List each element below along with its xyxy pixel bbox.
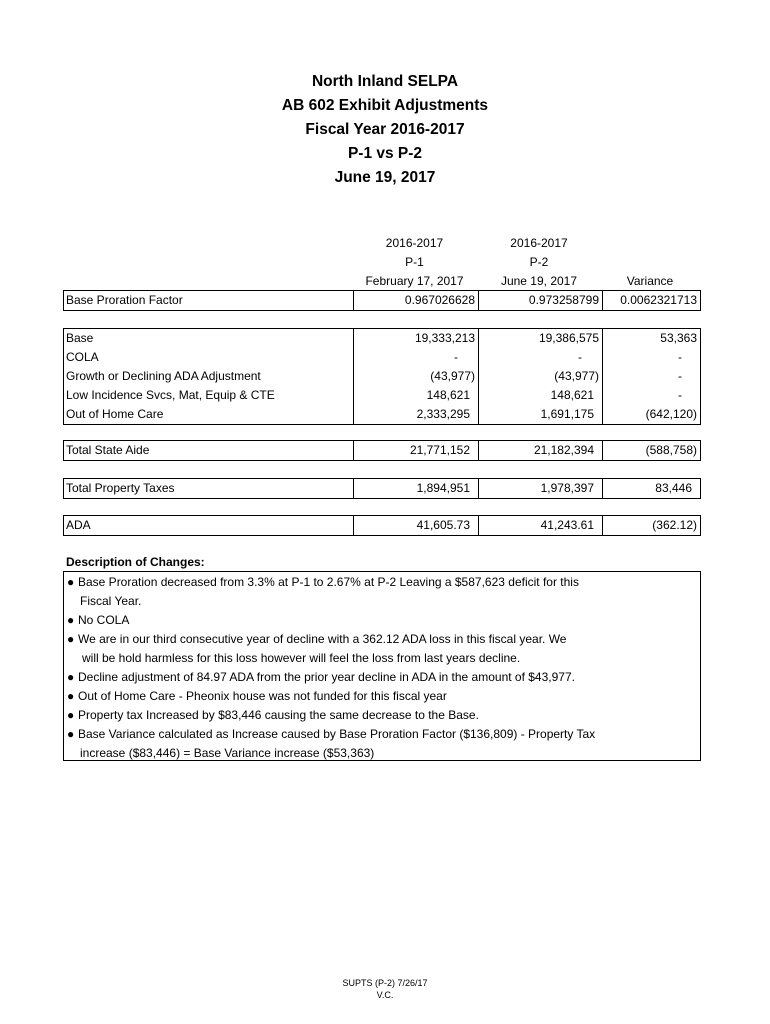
column-header-p1: [352, 234, 477, 291]
row-label: Low Incidence Svcs, Mat, Equip & CTE: [66, 388, 275, 402]
variance-value: 0.0062321713: [602, 291, 700, 310]
list-item: [64, 668, 700, 687]
row-label: Base: [66, 331, 94, 345]
p1-value: 0.967026628: [353, 291, 478, 310]
table-row: [64, 367, 700, 386]
p1-value: (43,977): [353, 367, 478, 386]
title-line-comparison: P-1 vs P-2: [347, 145, 423, 162]
description-text-continued: will be hold harmless for this loss however will feel the loss from last years decline.: [82, 651, 521, 665]
p1-value: 21,771,152: [353, 441, 478, 460]
p1-year: 2016-2017: [385, 236, 444, 250]
table-row: [64, 479, 700, 498]
p2-value: (43,977): [478, 367, 602, 386]
table-row: [64, 405, 700, 424]
row-label: Growth or Declining ADA Adjustment: [66, 369, 261, 383]
base-table: [63, 328, 701, 425]
proration-table: [63, 290, 701, 311]
row-label: Base Proration Factor: [66, 293, 183, 307]
list-item: [64, 573, 700, 611]
list-item: [64, 630, 700, 668]
description-text: Out of Home Care - Pheonix house was not funded for this fiscal year: [78, 689, 447, 703]
p1-value: 1,894,951: [353, 479, 478, 498]
total-state-aide-table: [63, 440, 701, 461]
p2-value: 21,182,394: [478, 441, 602, 460]
p2-value: -: [478, 348, 602, 367]
description-text: Property tax Increased by $83,446 causing the same decrease to the Base.: [78, 708, 479, 722]
bullet-icon: ●: [67, 727, 75, 741]
description-title: Description of Changes:: [66, 555, 205, 569]
title-line-fiscal-year: Fiscal Year 2016-2017: [305, 121, 465, 138]
page-footer: [0, 977, 770, 1001]
title-line-date: June 19, 2017: [334, 169, 436, 186]
column-header-p2: [477, 234, 601, 291]
variance-label: Variance: [626, 274, 674, 288]
p2-value: 1,978,397: [478, 479, 602, 498]
row-label: COLA: [66, 350, 99, 364]
row-label: Total Property Taxes: [66, 481, 175, 495]
description-text: Decline adjustment of 84.97 ADA from the prior year decline in ADA in the amount of $43,977.: [78, 670, 575, 684]
footer-reference: SUPTS (P-2) 7/26/17: [342, 978, 428, 988]
description-text: We are in our third consecutive year of decline with a 362.12 ADA loss in this fiscal year. We: [78, 632, 567, 646]
variance-value: (362.12): [602, 516, 700, 535]
p2-period: P-2: [529, 255, 549, 269]
variance-value: (588,758): [602, 441, 700, 460]
row-label: Out of Home Care: [66, 407, 164, 421]
p1-value: 19,333,213: [353, 329, 478, 348]
total-property-taxes-table: [63, 478, 701, 499]
table-row: [64, 516, 700, 535]
bullet-icon: ●: [67, 708, 75, 722]
bullet-icon: ●: [67, 689, 75, 703]
ada-table: [63, 515, 701, 536]
p2-value: 41,243.61: [478, 516, 602, 535]
row-label: ADA: [66, 518, 91, 532]
title-line-exhibit: AB 602 Exhibit Adjustments: [281, 97, 489, 114]
table-row: [64, 441, 700, 460]
description-text-continued: increase ($83,446) = Base Variance increase ($53,363): [80, 746, 375, 760]
bullet-icon: ●: [67, 613, 75, 627]
variance-value: 53,363: [602, 329, 700, 348]
table-row: [64, 329, 700, 348]
footer-initials: V.C.: [376, 990, 394, 1000]
p2-value: 0.973258799: [478, 291, 602, 310]
document-title: [0, 70, 770, 190]
variance-value: (642,120): [602, 405, 700, 424]
p2-value: 19,386,575: [478, 329, 602, 348]
p2-value: 148,621: [478, 386, 602, 405]
column-header-variance: [601, 234, 699, 291]
description-box: [63, 571, 701, 761]
p2-year: 2016-2017: [510, 236, 568, 250]
list-item: [64, 611, 700, 630]
table-row: [64, 386, 700, 405]
bullet-icon: ●: [67, 670, 75, 684]
description-text: No COLA: [78, 613, 130, 627]
p1-value: 148,621: [353, 386, 478, 405]
p2-date: June 19, 2017: [500, 274, 578, 288]
p1-value: 2,333,295: [353, 405, 478, 424]
variance-value: -: [602, 386, 700, 405]
variance-value: 83,446: [602, 479, 700, 498]
p1-date: February 17, 2017: [365, 274, 464, 288]
p1-value: -: [353, 348, 478, 367]
description-text: Base Proration decreased from 3.3% at P-1 to 2.67% at P-2 Leaving a $587,623 deficit for this: [78, 575, 579, 589]
variance-value: -: [602, 348, 700, 367]
variance-value: -: [602, 367, 700, 386]
bullet-icon: ●: [67, 632, 75, 646]
p2-value: 1,691,175: [478, 405, 602, 424]
bullet-icon: ●: [67, 575, 75, 589]
table-row: [64, 291, 700, 310]
title-line-organization: North Inland SELPA: [311, 73, 459, 90]
p1-value: 41,605.73: [353, 516, 478, 535]
list-item: [64, 706, 700, 725]
table-row: [64, 348, 700, 367]
row-label: Total State Aide: [66, 443, 150, 457]
list-item: [64, 725, 700, 763]
p1-period: P-1: [405, 255, 424, 269]
list-item: [64, 687, 700, 706]
description-text-continued: Fiscal Year.: [80, 594, 142, 608]
description-text: Base Variance calculated as Increase caused by Base Proration Factor ($136,809) - Property Tax: [78, 727, 596, 741]
